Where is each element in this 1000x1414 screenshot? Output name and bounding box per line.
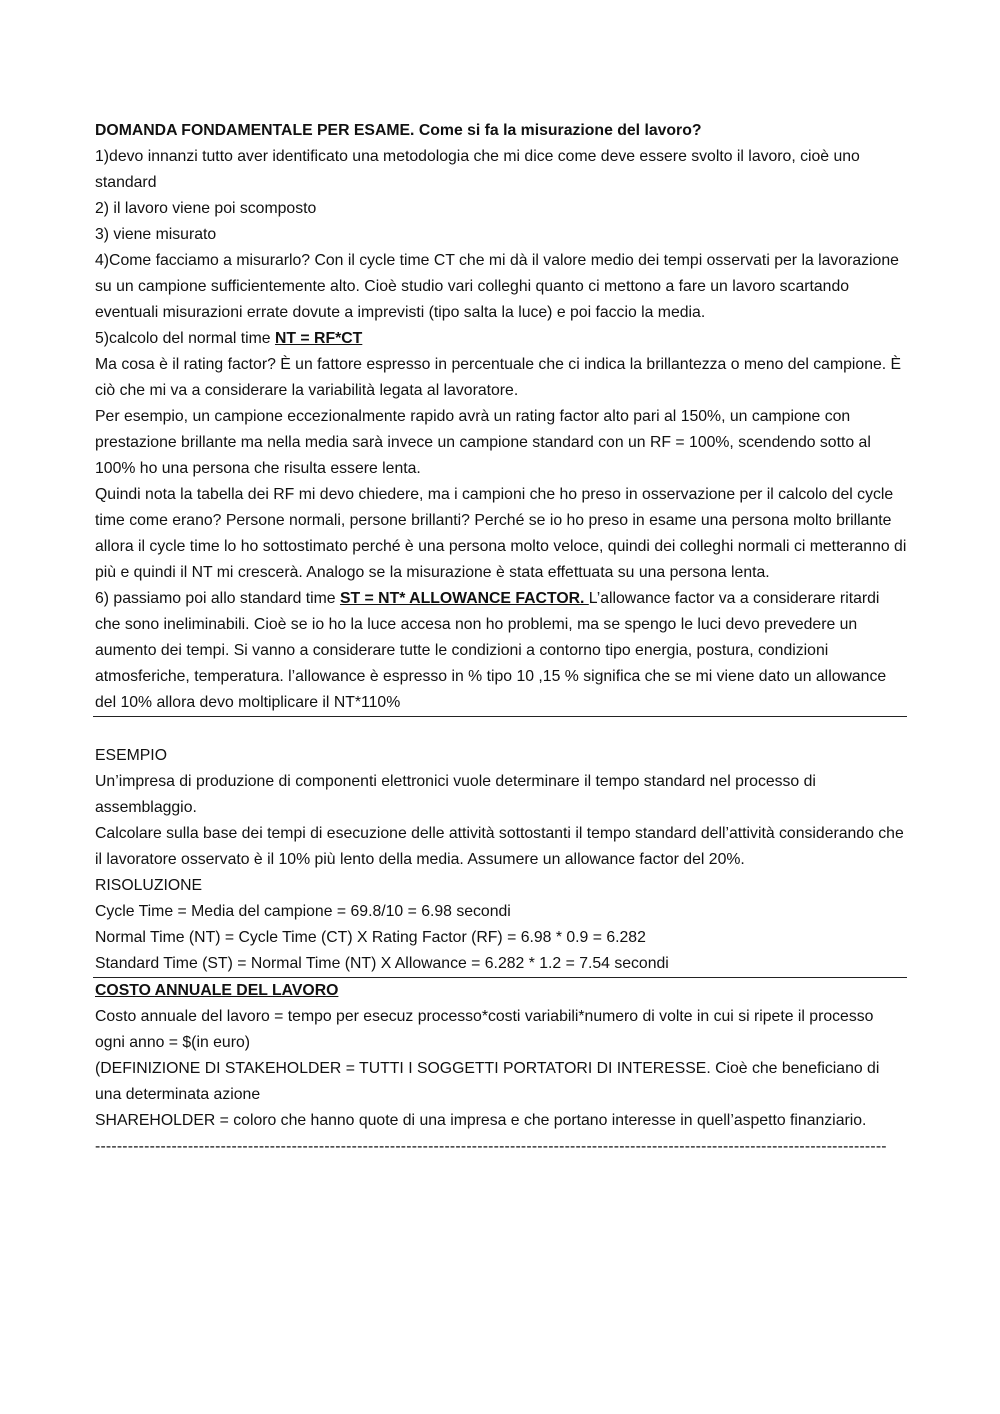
solution-heading: RISOLUZIONE: [95, 877, 203, 894]
annual-cost-heading: COSTO ANNUALE DEL LAVORO: [95, 982, 339, 999]
rating-factor-note: Quindi nota la tabella dei RF mi devo chiedere, ma i campioni che ho preso in osservazione per il calcolo del cycle time come erano? Persone normali, persone brillanti? Perché se io ho preso in esame una persona molto brillante allora il cycle time lo ho sottostimato perché è una persona molto veloce, quindi dei colleghi normali ci metteranno di più e quindi il NT mi crescerà. Analogo se la misurazione è stata effettuata su una persona lenta.: [95, 486, 907, 581]
annual-cost-formula: Costo annuale del lavoro = tempo per esecuz processo*costi variabili*numero di volte in cui si ripete il processo ogni anno = $(in euro): [95, 1008, 874, 1051]
step-6-text: 6) passiamo poi allo standard time: [95, 590, 340, 607]
shareholder-definition: SHAREHOLDER = coloro che hanno quote di una impresa e che portano interesse in quell’aspetto finanziario.: [95, 1112, 867, 1129]
blank-line: [95, 717, 907, 743]
step-5-text: 5)calcolo del normal time: [95, 330, 275, 347]
normal-time-calc: Normal Time (NT) = Cycle Time (CT) X Rating Factor (RF) = 6.98 * 0.9 = 6.282: [95, 929, 646, 946]
dashed-separator: -------------------------------------------------------------------------------------------------------------------------------------------------: [95, 1138, 887, 1155]
example-heading: ESEMPIO: [95, 747, 167, 764]
step-2: 2) il lavoro viene poi scomposto: [95, 200, 317, 217]
document-page: [95, 118, 907, 1160]
step-6: [95, 586, 907, 716]
normal-time-formula: NT = RF*CT: [274, 330, 363, 347]
example-task: Calcolare sulla base dei tempi di esecuzione delle attività sottostanti il tempo standard dell’attività considerando che il lavoratore osservato è il 10% più lento della media. Assumere un allowance factor del 20%.: [95, 825, 904, 868]
rating-factor-example: Per esempio, un campione eccezionalmente rapido avrà un rating factor alto pari al 150%, un campione con prestazione brillante ma nella media sarà invece un campione standard con un RF = 100%, scendendo sotto al 100% ho una persona che risulta essere lenta.: [95, 408, 871, 477]
step-1: 1)devo innanzi tutto aver identificato una metodologia che mi dice come deve essere svolto il lavoro, cioè uno standard: [95, 148, 860, 191]
standard-time-formula: ST = NT* ALLOWANCE FACTOR.: [339, 590, 589, 607]
step-4: 4)Come facciamo a misurarlo? Con il cycle time CT che mi dà il valore medio dei tempi osservati per la lavorazione su un campione sufficientemente alto. Cioè studio vari colleghi quanto ci mettono a fare un lavoro scartando eventuali misurazioni errate dovute a imprevisti (tipo salta la luce) e poi faccio la media.: [95, 252, 899, 321]
stakeholder-definition: (DEFINIZIONE DI STAKEHOLDER = TUTTI I SOGGETTI PORTATORI DI INTERESSE. Cioè che beneficiano di una determinata azione: [95, 1060, 880, 1103]
step-5: [95, 326, 907, 352]
example-intro: Un’impresa di produzione di componenti elettronici vuole determinare il tempo standard nel processo di assemblaggio.: [95, 773, 816, 816]
section-title: DOMANDA FONDAMENTALE PER ESAME. Come si fa la misurazione del lavoro?: [95, 122, 702, 139]
standard-time-calc: Standard Time (ST) = Normal Time (NT) X Allowance = 6.282 * 1.2 = 7.54 secondi: [95, 955, 669, 972]
step-3: 3) viene misurato: [95, 226, 217, 243]
cycle-time-calc: Cycle Time = Media del campione = 69.8/10 = 6.98 secondi: [95, 903, 511, 920]
rating-factor-question: Ma cosa è il rating factor? È un fattore espresso in percentuale che ci indica la brillantezza o meno del campione. È ciò che mi va a considerare la variabilità legata al lavoratore.: [95, 356, 902, 399]
step-6-explanation: L’allowance factor va a considerare ritardi che sono ineliminabili. Cioè se io ho la luce accesa non ho problemi, ma se spengo le luci devo prevedere un aumento dei tempi. Si vanno a considerare tutte le condizioni a contorno tipo energia, postura, condizioni atmosferiche, temperatura. l’allowance è espresso in % tipo 10 ,15 % significa che se mi viene dato un allowance del 10% allora devo moltiplicare il NT*110%: [95, 590, 887, 711]
